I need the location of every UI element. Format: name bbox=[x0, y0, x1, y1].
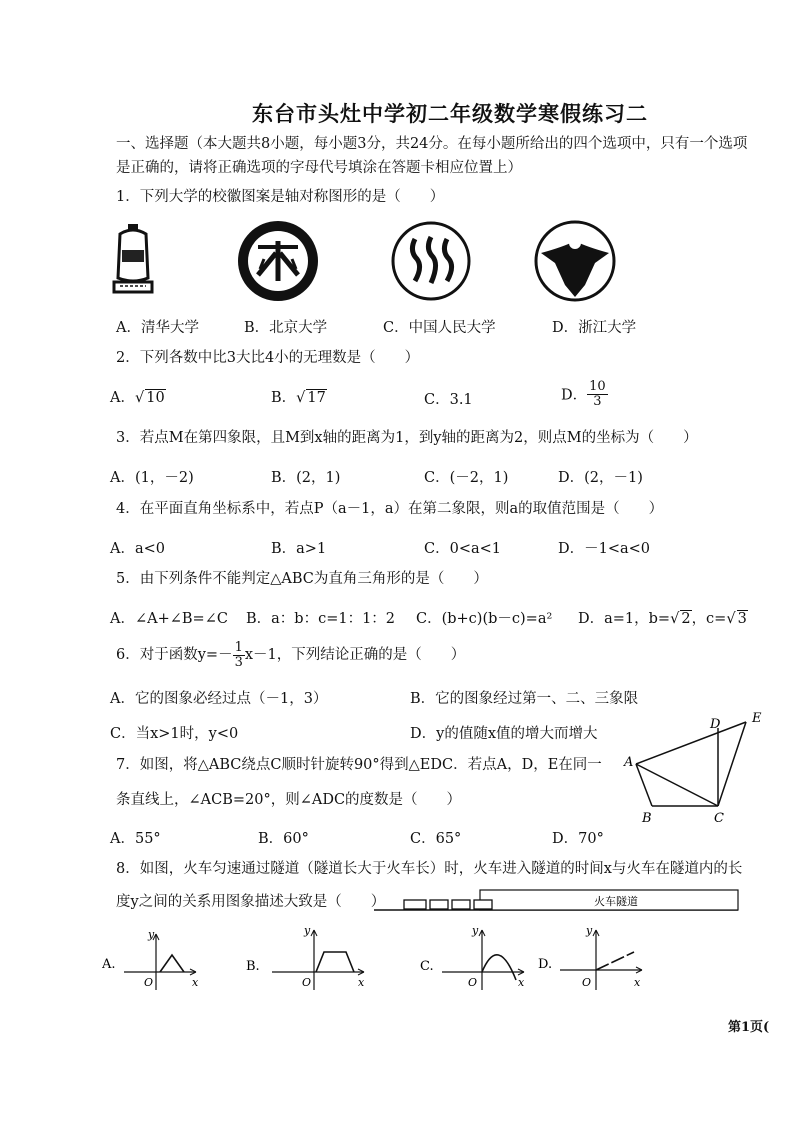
graph-c-curve bbox=[482, 955, 516, 980]
q1-option-d: D．浙江大学 bbox=[552, 320, 637, 336]
q6-stem bbox=[116, 641, 465, 669]
q4-option-c: C．0<a<1 bbox=[424, 541, 501, 557]
q5-stem: 5．由下列条件不能判定△ABC为直角三角形的是（ ） bbox=[116, 571, 488, 587]
q6-fraction bbox=[233, 641, 245, 669]
q5-d-middle: ，c= bbox=[691, 611, 727, 627]
q7-stem-line1: 7．如图，将△ABC绕点C顺时针旋转90°得到△EDC．若点A，D，E在同一 bbox=[116, 757, 602, 773]
section-heading-line2: 是正确的，请将正确选项的字母代号填涂在答题卡相应位置上） bbox=[116, 160, 522, 176]
tunnel-label: 火车隧道 bbox=[594, 895, 638, 908]
graph-b-origin: O bbox=[302, 976, 312, 989]
q5-d-radicand-1: 2 bbox=[681, 611, 691, 627]
graph-c-x-label: x bbox=[518, 976, 525, 989]
label-d: D bbox=[710, 717, 721, 732]
q8-tunnel-figure bbox=[374, 886, 740, 916]
q8-graph-b bbox=[246, 924, 376, 994]
q2-d-denominator: 3 bbox=[593, 393, 602, 409]
q1-stem: 1．下列大学的校徽图案是轴对称图形的是（ ） bbox=[116, 189, 445, 205]
renmin-logo-icon bbox=[389, 219, 473, 303]
q1-option-b: B．北京大学 bbox=[244, 320, 328, 336]
q4-option-d: D．－1<a<0 bbox=[558, 541, 651, 557]
sqrt-icon: √ bbox=[726, 611, 736, 627]
page-number: 第1页( bbox=[728, 1020, 770, 1035]
line-ac bbox=[636, 764, 718, 806]
graph-a-y-label: y bbox=[148, 928, 155, 941]
q4-option-b: B．a>1 bbox=[271, 541, 327, 557]
q2-d-numerator: 10 bbox=[589, 379, 606, 394]
q5-option-d bbox=[578, 607, 748, 628]
q3-option-c: C．(－2，1) bbox=[424, 470, 509, 486]
graph-d-x-label: x bbox=[634, 976, 641, 989]
q2-option-b-label: B． bbox=[271, 390, 297, 406]
q2-option-d-fraction bbox=[587, 380, 608, 408]
q2-option-c: C．3.1 bbox=[424, 392, 473, 408]
peking-logo-icon bbox=[236, 219, 320, 303]
q1-option-a: A．清华大学 bbox=[116, 320, 199, 336]
q2-stem: 2．下列各数中比3大比4小的无理数是（ ） bbox=[116, 350, 420, 366]
graph-c-origin: O bbox=[468, 976, 478, 989]
graph-d-y-label: y bbox=[586, 924, 593, 937]
q2-option-b bbox=[271, 386, 327, 407]
zhejiang-logo-icon bbox=[533, 219, 617, 303]
graph-b-curve bbox=[316, 952, 354, 972]
q5-option-c: C．(b+c)(b－c)=a² bbox=[416, 611, 553, 627]
graph-c-y-label: y bbox=[472, 924, 479, 937]
graph-d-letter: D. bbox=[538, 957, 553, 972]
q6-stem-suffix: x－1，下列结论正确的是（ ） bbox=[244, 647, 466, 664]
sqrt-icon: √ bbox=[134, 390, 145, 406]
label-a: A bbox=[624, 755, 634, 770]
q6-option-d: D．y的值随x值的增大而增大 bbox=[410, 726, 598, 742]
q8-graph-a bbox=[102, 928, 212, 994]
label-c: C bbox=[714, 811, 724, 826]
q6-frac-numerator: 1 bbox=[234, 640, 243, 655]
graph-b-letter: B. bbox=[246, 959, 260, 974]
q7-option-a: A．55° bbox=[110, 831, 161, 847]
q4-stem: 4．在平面直角坐标系中，若点P（a－1，a）在第二象限，则a的取值范围是（ ） bbox=[116, 501, 664, 517]
q5-option-a: A．∠A+∠B=∠C bbox=[110, 611, 228, 627]
graph-b-x-label: x bbox=[358, 976, 365, 989]
q8-graph-c bbox=[420, 924, 530, 994]
q6-frac-denominator: 3 bbox=[234, 654, 243, 670]
line-ec bbox=[718, 722, 746, 806]
q7-stem-line2: 条直线上，∠ACB=20°，则∠ADC的度数是（ ） bbox=[116, 792, 462, 808]
page-title: 东台市头灶中学初二年级数学寒假练习二 bbox=[252, 102, 648, 126]
q2-option-d bbox=[561, 380, 608, 408]
q4-option-a: A．a<0 bbox=[110, 541, 165, 557]
q7-triangle-figure bbox=[620, 708, 770, 826]
train-icon bbox=[404, 900, 492, 909]
q3-option-d: D．(2，－1) bbox=[558, 470, 643, 486]
q8-stem-line1: 8．如图，火车匀速通过隧道（隧道长大于火车长）时，火车进入隧道的时间x与火车在隧道内的长 bbox=[116, 861, 743, 877]
label-b: B bbox=[642, 811, 652, 826]
q2-option-d-label: D． bbox=[561, 387, 588, 404]
q8-stem-line2: 度y之间的关系用图象描述大致是（ ） bbox=[116, 894, 386, 910]
q7-option-c: C．65° bbox=[410, 831, 462, 847]
q3-option-b: B．(2，1) bbox=[271, 470, 341, 486]
graph-a-curve bbox=[160, 955, 184, 972]
q8-graph-d bbox=[538, 924, 648, 994]
q6-option-c: C．当x>1时，y<0 bbox=[110, 726, 239, 742]
q5-d-radicand-2: 3 bbox=[737, 611, 747, 627]
q3-stem: 3．若点M在第四象限，且M到x轴的距离为1，到y轴的距离为2，则点M的坐标为（ ） bbox=[116, 430, 698, 446]
tsinghua-bell-logo-icon bbox=[108, 222, 158, 298]
q2-option-a-radicand: 10 bbox=[146, 390, 165, 406]
section-heading-line1: 一、选择题（本大题共8小题，每小题3分，共24分。在每小题所给出的四个选项中，只有一个选项 bbox=[116, 136, 748, 152]
graph-d-curve bbox=[596, 952, 634, 970]
q7-option-b: B．60° bbox=[258, 831, 309, 847]
sqrt-icon: √ bbox=[296, 390, 306, 406]
q5-option-b: B．a：b：c=1：1：2 bbox=[246, 611, 396, 627]
q6-stem-prefix: 6．对于函数y=－ bbox=[116, 647, 233, 664]
label-e: E bbox=[752, 711, 762, 726]
graph-d-origin: O bbox=[582, 976, 592, 989]
q2-option-a bbox=[110, 386, 166, 407]
q6-option-b: B．它的图象经过第一、二、三象限 bbox=[410, 691, 639, 707]
q1-option-c: C．中国人民大学 bbox=[383, 320, 496, 336]
graph-c-letter: C. bbox=[420, 959, 434, 974]
graph-a-origin: O bbox=[144, 976, 154, 989]
graph-b-y-label: y bbox=[304, 924, 311, 937]
graph-a-x-label: x bbox=[192, 976, 199, 989]
q5-d-prefix: D．a=1，b= bbox=[578, 611, 671, 627]
q3-option-a: A．(1，－2) bbox=[110, 470, 194, 486]
q2-option-b-radicand: 17 bbox=[307, 390, 326, 406]
line-ae bbox=[636, 722, 746, 764]
sqrt-icon: √ bbox=[670, 611, 680, 627]
q2-option-a-label: A． bbox=[110, 390, 135, 406]
graph-a-letter: A. bbox=[102, 957, 116, 972]
q6-option-a: A．它的图象必经过点（－1，3） bbox=[110, 691, 328, 707]
q7-option-d: D．70° bbox=[552, 831, 604, 847]
